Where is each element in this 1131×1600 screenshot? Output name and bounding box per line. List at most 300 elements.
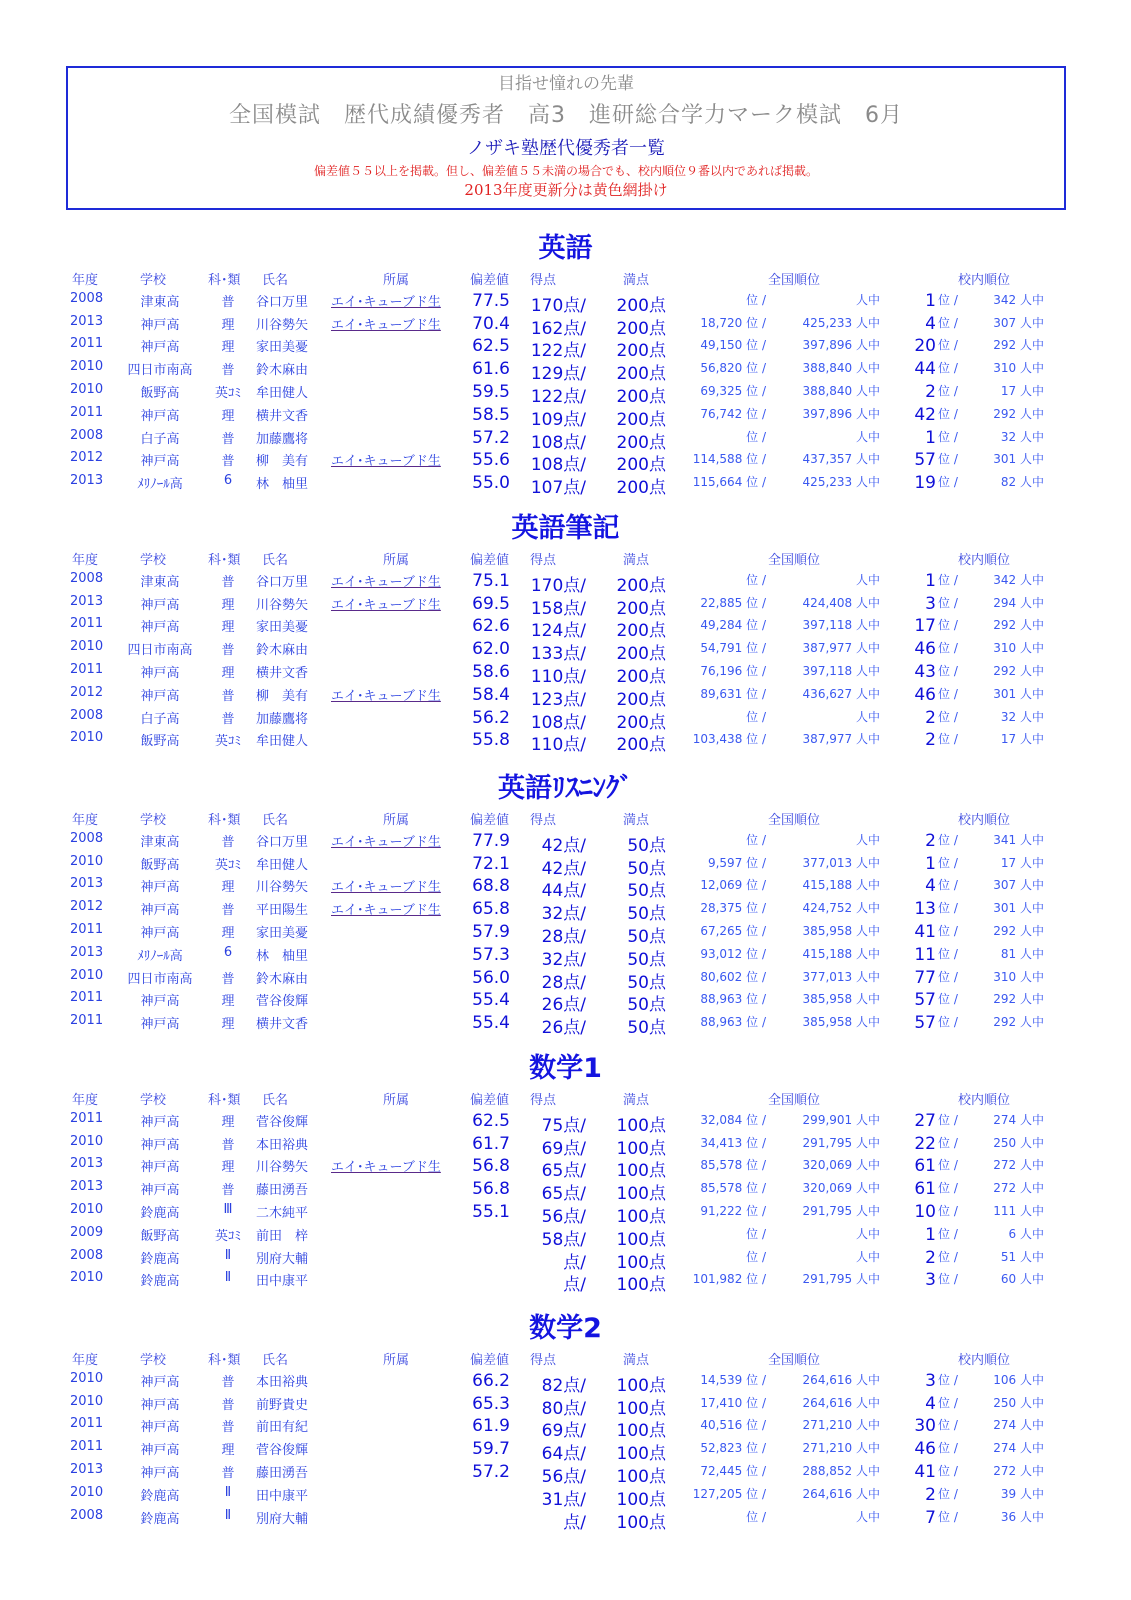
cell-max-score: 50点	[627, 904, 666, 925]
cell-national-total: 291,795 人中	[802, 1203, 880, 1218]
cell-school-total: 32 人中	[1000, 429, 1044, 444]
table-row	[0, 829, 1131, 856]
cell-school-rank: 61	[914, 1156, 936, 1177]
cell-school: 神戸高	[140, 994, 180, 1010]
cell-deviation: 77.9	[472, 830, 510, 851]
cell-school: 津東高	[140, 834, 180, 850]
column-header-aff: 所属	[383, 553, 410, 568]
cell-school-total: 307 人中	[993, 878, 1044, 893]
cell-national-rank: 85,578 位 /	[700, 1158, 766, 1173]
column-header-school_rank: 校内順位	[958, 1093, 1011, 1108]
cell-affiliation: エイ･キューブド生	[331, 597, 441, 613]
cell-school: 神戸高	[140, 925, 180, 941]
cell-school-total: 39 人中	[1000, 1486, 1044, 1501]
cell-school-rank-suffix: 位 /	[938, 383, 958, 398]
cell-national-rank: 14,539 位 /	[700, 1372, 766, 1387]
cell-national-total: 425,233 人中	[802, 315, 880, 330]
cell-school-total: 17 人中	[1000, 383, 1044, 398]
cell-name: 平田陽生	[256, 903, 309, 919]
cell-school-rank: 2	[925, 381, 936, 402]
column-header-course: 科･類	[208, 1353, 241, 1368]
cell-national-total: 397,896 人中	[802, 338, 880, 353]
cell-name: 二木純平	[256, 1205, 309, 1221]
header-note: 偏差値５５以上を掲載。但し、偏差値５５未満の場合でも、校内順位９番以内であれば掲載。	[313, 164, 818, 178]
cell-year: 2010	[70, 1270, 104, 1286]
column-header-national: 全国順位	[768, 1093, 821, 1108]
cell-school-rank-suffix: 位 /	[938, 1135, 958, 1150]
cell-school-total: 292 人中	[993, 618, 1044, 633]
cell-year: 2011	[70, 336, 104, 352]
cell-school-total: 250 人中	[993, 1395, 1044, 1410]
cell-name: 前田 梓	[256, 1228, 309, 1244]
cell-course: 普	[221, 903, 235, 919]
cell-national-rank: 28,375 位 /	[700, 901, 766, 916]
cell-affiliation: エイ･キューブド生	[331, 834, 441, 850]
cell-school-total: 272 人中	[993, 1181, 1044, 1196]
cell-school-rank-suffix: 位 /	[938, 361, 958, 376]
cell-national-rank: 69,325 位 /	[700, 383, 766, 398]
cell-affiliation: エイ･キューブド生	[331, 574, 441, 590]
cell-school-total: 310 人中	[993, 361, 1044, 376]
cell-school-rank-suffix: 位 /	[938, 618, 958, 633]
column-header-school: 学校	[140, 1353, 167, 1368]
column-header-aff: 所属	[383, 1353, 410, 1368]
cell-school-rank: 57	[914, 990, 936, 1011]
cell-year: 2010	[70, 1484, 104, 1500]
cell-year: 2009	[70, 1224, 104, 1240]
cell-school: ﾒﾘﾉｰﾙ高	[137, 477, 183, 493]
cell-name: 鈴木麻由	[256, 363, 309, 379]
cell-course: 普	[221, 454, 235, 470]
table-row	[0, 706, 1131, 733]
column-header-aff: 所属	[383, 1093, 410, 1108]
cell-school-rank: 2	[925, 1484, 936, 1505]
section-0	[0, 232, 1131, 499]
cell-course: 英ｺﾐ	[214, 385, 241, 401]
cell-school-total: 342 人中	[993, 292, 1044, 307]
column-header-max: 満点	[623, 273, 650, 288]
cell-max-score: 200点	[616, 644, 666, 665]
column-header-year: 年度	[72, 553, 99, 568]
cell-school-total: 274 人中	[993, 1441, 1044, 1456]
cell-year: 2010	[70, 1370, 104, 1386]
cell-max-score: 200点	[616, 478, 666, 499]
cell-school-total: 250 人中	[993, 1135, 1044, 1150]
column-header-name: 氏名	[262, 1093, 289, 1108]
cell-year: 2013	[70, 1156, 104, 1172]
cell-deviation: 62.5	[472, 336, 510, 357]
section-title: 英語筆記	[511, 513, 620, 544]
table-row	[0, 1369, 1131, 1396]
cell-school-total: 106 人中	[993, 1372, 1044, 1387]
cell-year: 2013	[70, 313, 104, 329]
cell-school-rank-suffix: 位 /	[938, 1395, 958, 1410]
cell-school-rank-suffix: 位 /	[938, 878, 958, 893]
cell-score: 107点/	[530, 478, 586, 499]
cell-national-total: 415,188 人中	[802, 878, 880, 893]
cell-affiliation: エイ･キューブド生	[331, 903, 441, 919]
table-row	[0, 1223, 1131, 1250]
cell-affiliation: エイ･キューブド生	[331, 1160, 441, 1176]
cell-max-score: 200点	[616, 666, 666, 687]
cell-course: Ⅱ	[224, 1507, 232, 1523]
table-row	[0, 1392, 1131, 1419]
table-row	[0, 988, 1131, 1016]
cell-name: 家田美憂	[256, 925, 309, 941]
column-header-max: 満点	[623, 813, 650, 828]
cell-school-rank: 4	[925, 313, 936, 334]
cell-year: 2011	[70, 661, 104, 677]
cell-school: 白子高	[140, 711, 180, 727]
cell-course: 普	[221, 711, 235, 727]
cell-name: 藤田湧吾	[256, 1183, 309, 1199]
cell-national-rank: 72,445 位 /	[700, 1463, 766, 1478]
cell-affiliation: エイ･キューブド生	[331, 688, 441, 704]
cell-score: 点/	[563, 1252, 586, 1273]
cell-year: 2013	[70, 593, 104, 609]
cell-national-total: 415,188 人中	[802, 946, 880, 961]
cell-national-total: 387,977 人中	[802, 732, 880, 747]
cell-national-rank: 103,438 位 /	[692, 732, 766, 747]
cell-national-total: 424,752 人中	[802, 901, 880, 916]
cell-deviation: 55.6	[472, 450, 510, 471]
cell-school: 神戸高	[140, 620, 180, 636]
cell-school-total: 292 人中	[993, 1015, 1044, 1030]
cell-school-rank-suffix: 位 /	[938, 1226, 958, 1241]
cell-max-score: 200点	[616, 598, 666, 619]
column-header-aff: 所属	[383, 273, 410, 288]
cell-national-rank: 位 /	[746, 832, 766, 847]
cell-national-rank: 80,602 位 /	[700, 969, 766, 984]
cell-school-total: 51 人中	[1000, 1249, 1044, 1264]
cell-national-total: 人中	[855, 292, 880, 307]
cell-affiliation: エイ･キューブド生	[331, 880, 441, 896]
cell-school-rank-suffix: 位 /	[938, 641, 958, 656]
cell-national-rank: 76,196 位 /	[700, 663, 766, 678]
cell-school-rank-suffix: 位 /	[938, 292, 958, 307]
column-header-dev: 偏差値	[470, 273, 510, 288]
cell-school-rank: 2	[925, 730, 936, 751]
cell-year: 2012	[70, 899, 104, 915]
cell-school-total: 292 人中	[993, 406, 1044, 421]
cell-max-score: 100点	[616, 1512, 666, 1533]
cell-school-rank: 42	[914, 404, 936, 425]
column-header-score: 得点	[530, 1353, 557, 1368]
cell-school-rank-suffix: 位 /	[938, 901, 958, 916]
cell-school-rank-suffix: 位 /	[938, 663, 958, 678]
cell-score: 58点/	[541, 1229, 586, 1250]
table-row	[0, 357, 1131, 385]
cell-year: 2013	[70, 876, 104, 892]
cell-national-total: 291,795 人中	[802, 1135, 880, 1150]
cell-score: 56点/	[541, 1206, 586, 1227]
cell-school-rank: 10	[914, 1201, 936, 1222]
cell-year: 2011	[70, 1439, 104, 1455]
column-header-row	[0, 1346, 1131, 1369]
cell-national-total: 388,840 人中	[802, 361, 880, 376]
cell-course: 普	[221, 834, 235, 850]
cell-deviation: 58.6	[472, 661, 510, 682]
cell-max-score: 100点	[616, 1252, 666, 1273]
update-note: 2013年度更新分は黄色網掛け	[464, 181, 668, 199]
cell-deviation: 70.4	[472, 313, 510, 334]
cell-deviation: 62.0	[472, 639, 510, 660]
cell-max-score: 100点	[616, 1184, 666, 1205]
cell-school-rank: 46	[914, 639, 936, 660]
cell-school-rank: 1	[925, 570, 936, 591]
cell-max-score: 100点	[616, 1161, 666, 1182]
cell-max-score: 100点	[616, 1206, 666, 1227]
cell-national-total: 264,616 人中	[802, 1372, 880, 1387]
cell-national-total: 人中	[855, 1509, 880, 1524]
cell-school-rank: 77	[914, 967, 936, 988]
cell-school: 神戸高	[140, 408, 180, 424]
cell-max-score: 100点	[616, 1444, 666, 1465]
cell-max-score: 50点	[627, 835, 666, 856]
cell-school-total: 342 人中	[993, 572, 1044, 587]
table-row	[0, 966, 1131, 993]
cell-name: 菅谷俊輝	[256, 1114, 309, 1130]
cell-course: 理	[221, 994, 235, 1010]
cell-school: 神戸高	[140, 340, 180, 356]
cell-max-score: 100点	[616, 1466, 666, 1487]
cell-school-total: 292 人中	[993, 663, 1044, 678]
cell-score: 123点/	[530, 689, 586, 710]
cell-school-rank-suffix: 位 /	[938, 1441, 958, 1456]
cell-school: 鈴鹿高	[140, 1251, 180, 1267]
column-header-year: 年度	[72, 273, 99, 288]
cell-score: 122点/	[530, 341, 586, 362]
cell-course: 理	[221, 340, 235, 356]
cell-course: Ⅱ	[224, 1484, 232, 1500]
cell-deviation: 61.6	[472, 359, 510, 380]
cell-score: 110点/	[530, 666, 586, 687]
cell-deviation: 58.4	[472, 684, 510, 705]
cell-school-total: 274 人中	[993, 1418, 1044, 1433]
cell-score: 170点/	[530, 295, 586, 316]
header-title: 全国模試 歴代成績優秀者 高3 進研総合学力マーク模試 6月	[229, 103, 903, 128]
cell-school-rank: 4	[925, 1393, 936, 1414]
cell-score: 162点/	[530, 318, 586, 339]
cell-national-rank: 位 /	[746, 709, 766, 724]
cell-max-score: 50点	[627, 1018, 666, 1039]
cell-school: 飯野高	[140, 857, 180, 873]
cell-national-rank: 85,578 位 /	[700, 1181, 766, 1196]
cell-name: 牟田健人	[256, 385, 309, 401]
table-row	[0, 920, 1131, 947]
table-row	[0, 728, 1131, 756]
cell-deviation: 68.8	[472, 876, 510, 897]
cell-deviation: 57.2	[472, 427, 510, 448]
table-row	[0, 289, 1131, 316]
cell-national-total: 291,795 人中	[802, 1272, 880, 1287]
cell-course: 理	[221, 925, 235, 941]
cell-course: 理	[221, 1160, 235, 1176]
column-header-national: 全国順位	[768, 553, 821, 568]
cell-name: 鈴木麻由	[256, 971, 309, 987]
column-header-dev: 偏差値	[470, 553, 510, 568]
cell-school-rank: 3	[925, 1270, 936, 1291]
cell-year: 2008	[70, 290, 104, 306]
cell-course: 普	[221, 1183, 235, 1199]
table-row	[0, 1506, 1131, 1533]
cell-school-rank-suffix: 位 /	[938, 1372, 958, 1387]
cell-school-rank: 19	[914, 473, 936, 494]
cell-national-rank: 127,205 位 /	[692, 1486, 766, 1501]
cell-school-rank: 7	[925, 1507, 936, 1528]
cell-national-rank: 18,720 位 /	[700, 315, 766, 330]
cell-course: 普	[221, 688, 235, 704]
table-row	[0, 683, 1131, 710]
column-header-dev: 偏差値	[470, 1353, 510, 1368]
column-header-row	[0, 546, 1131, 569]
cell-school-total: 82 人中	[1000, 475, 1044, 490]
cell-school-rank-suffix: 位 /	[938, 452, 958, 467]
cell-deviation: 61.9	[472, 1416, 510, 1437]
cell-school-rank-suffix: 位 /	[938, 1112, 958, 1127]
cell-deviation: 55.4	[472, 990, 510, 1011]
table-row	[0, 1246, 1131, 1273]
table-row	[0, 448, 1131, 476]
cell-national-rank: 115,664 位 /	[692, 475, 766, 490]
cell-score: 69点/	[541, 1138, 586, 1159]
cell-name: 谷口万里	[256, 574, 309, 590]
cell-national-total: 425,233 人中	[802, 475, 880, 490]
cell-national-total: 288,852 人中	[802, 1463, 880, 1478]
cell-year: 2010	[70, 359, 104, 375]
column-header-max: 満点	[623, 1093, 650, 1108]
cell-national-total: 437,357 人中	[802, 452, 880, 467]
table-row	[0, 312, 1131, 339]
cell-name: 家田美憂	[256, 620, 309, 636]
cell-name: 川谷勢矢	[256, 880, 309, 896]
cell-deviation: 61.7	[472, 1133, 510, 1154]
cell-school-rank-suffix: 位 /	[938, 1181, 958, 1196]
table-row	[0, 897, 1131, 925]
cell-school-rank-suffix: 位 /	[938, 923, 958, 938]
cell-school-rank: 46	[914, 1439, 936, 1460]
cell-national-rank: 12,069 位 /	[700, 878, 766, 893]
cell-score: 42点/	[541, 835, 586, 856]
column-header-row	[0, 266, 1131, 289]
cell-school-rank-suffix: 位 /	[938, 855, 958, 870]
cell-score: 32点/	[541, 949, 586, 970]
cell-deviation: 57.3	[472, 944, 510, 965]
cell-national-total: 385,958 人中	[802, 923, 880, 938]
cell-school-rank-suffix: 位 /	[938, 732, 958, 747]
cell-affiliation: エイ･キューブド生	[331, 294, 441, 310]
cell-score: 124点/	[530, 621, 586, 642]
cell-school: 神戸高	[140, 1443, 180, 1459]
cell-score: 69点/	[541, 1421, 586, 1442]
cell-school-rank: 43	[914, 661, 936, 682]
cell-national-rank: 位 /	[746, 1249, 766, 1264]
cell-max-score: 50点	[627, 926, 666, 947]
column-header-school: 学校	[140, 813, 167, 828]
cell-course: 理	[221, 1114, 235, 1130]
cell-year: 2013	[70, 1179, 104, 1195]
cell-school: 四日市南高	[127, 971, 193, 987]
cell-school: 鈴鹿高	[140, 1488, 180, 1504]
table-row	[0, 403, 1131, 430]
table-row	[0, 1437, 1131, 1465]
cell-score: 129点/	[530, 364, 586, 385]
column-header-school: 学校	[140, 553, 167, 568]
cell-name: 菅谷俊輝	[256, 994, 309, 1010]
cell-school-rank-suffix: 位 /	[938, 338, 958, 353]
cell-school-rank: 1	[925, 427, 936, 448]
cell-school-rank: 1	[925, 853, 936, 874]
cell-max-score: 200点	[616, 432, 666, 453]
cell-school: 鈴鹿高	[140, 1274, 180, 1290]
cell-year: 2013	[70, 944, 104, 960]
section-title: 英語	[538, 233, 593, 264]
cell-school: 神戸高	[140, 665, 180, 681]
cell-school: 神戸高	[140, 1374, 180, 1390]
cell-score: 42点/	[541, 858, 586, 879]
cell-score: 133点/	[530, 644, 586, 665]
cell-national-rank: 56,820 位 /	[700, 361, 766, 376]
cell-national-total: 424,408 人中	[802, 595, 880, 610]
cell-year: 2011	[70, 990, 104, 1006]
cell-national-total: 436,627 人中	[802, 686, 880, 701]
cell-deviation: 55.0	[472, 473, 510, 494]
column-header-name: 氏名	[262, 813, 289, 828]
table-row	[0, 1460, 1131, 1487]
cell-course: 普	[221, 643, 235, 659]
header-subtitle: 目指せ憧れの先輩	[498, 74, 634, 94]
cell-school: 神戸高	[140, 317, 180, 333]
cell-name: 菅谷俊輝	[256, 1443, 309, 1459]
cell-school: 神戸高	[140, 1420, 180, 1436]
cell-year: 2012	[70, 450, 104, 466]
cell-school-total: 301 人中	[993, 452, 1044, 467]
cell-deviation: 59.5	[472, 381, 510, 402]
cell-school-total: 17 人中	[1000, 732, 1044, 747]
cell-school-total: 301 人中	[993, 686, 1044, 701]
cell-school-rank: 1	[925, 290, 936, 311]
cell-school-rank: 3	[925, 593, 936, 614]
cell-name: 前野貴史	[256, 1397, 309, 1413]
cell-course: 普	[221, 1420, 235, 1436]
cell-name: 鈴木麻由	[256, 643, 309, 659]
cell-name: 前田有紀	[256, 1420, 309, 1436]
cell-school-rank-suffix: 位 /	[938, 315, 958, 330]
column-header-school: 学校	[140, 273, 167, 288]
cell-school: 神戸高	[140, 454, 180, 470]
cell-year: 2008	[70, 707, 104, 723]
cell-max-score: 50点	[627, 881, 666, 902]
cell-national-total: 264,616 人中	[802, 1395, 880, 1410]
cell-score: 158点/	[530, 598, 586, 619]
cell-name: 加藤鷹将	[256, 431, 309, 447]
table-row	[0, 660, 1131, 687]
cell-school-total: 292 人中	[993, 338, 1044, 353]
cell-national-rank: 位 /	[746, 429, 766, 444]
cell-course: Ⅱ	[224, 1270, 232, 1286]
cell-score: 26点/	[541, 1018, 586, 1039]
cell-year: 2012	[70, 684, 104, 700]
cell-deviation: 66.2	[472, 1370, 510, 1391]
cell-school-total: 310 人中	[993, 641, 1044, 656]
cell-national-rank: 49,150 位 /	[700, 338, 766, 353]
cell-course: 6	[223, 944, 233, 960]
cell-max-score: 100点	[616, 1275, 666, 1296]
column-header-school_rank: 校内順位	[958, 553, 1011, 568]
cell-max-score: 200点	[616, 364, 666, 385]
cell-school-rank: 13	[914, 899, 936, 920]
cell-year: 2008	[70, 830, 104, 846]
